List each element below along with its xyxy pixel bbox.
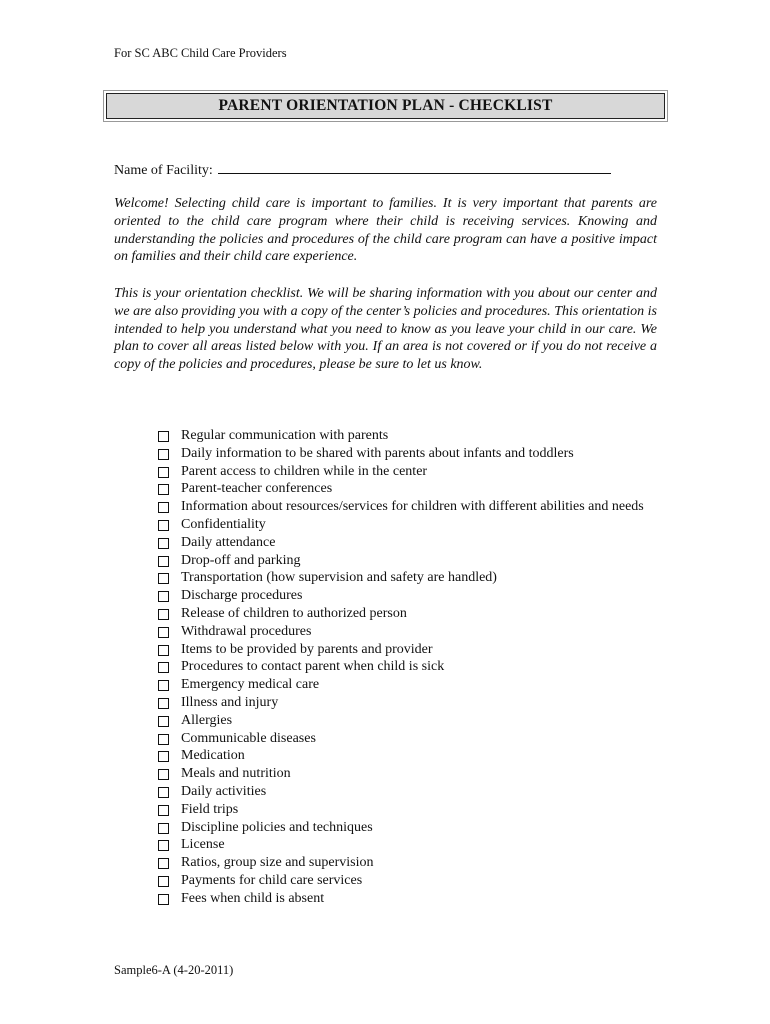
checklist-item-label: Payments for child care services [181, 872, 363, 888]
checkbox[interactable] [158, 627, 169, 638]
checklist-item [158, 836, 658, 854]
checkbox[interactable] [158, 502, 169, 513]
checkbox[interactable] [158, 467, 169, 478]
checklist-item [158, 854, 658, 872]
checklist-item-label: Discipline policies and techniques [181, 819, 373, 835]
checkbox[interactable] [158, 449, 169, 460]
checklist-item-label: Field trips [181, 801, 239, 817]
checklist-item [158, 427, 658, 445]
checkbox[interactable] [158, 876, 169, 887]
checklist-item [158, 712, 658, 730]
checklist-item-label: License [181, 837, 225, 853]
checklist-item-label: Medication [181, 748, 245, 764]
checklist-item-label: Release of children to authorized person [181, 605, 407, 621]
facility-name-line[interactable] [218, 159, 611, 174]
checkbox[interactable] [158, 609, 169, 620]
checkbox[interactable] [158, 431, 169, 442]
checklist-item [158, 463, 658, 481]
checkbox[interactable] [158, 769, 169, 780]
checklist-item-label: Emergency medical care [181, 677, 320, 693]
title-box [106, 93, 665, 119]
checklist-item-label: Regular communication with parents [181, 428, 389, 443]
checklist-item-label: Daily activities [181, 783, 267, 799]
checklist-item [158, 801, 658, 819]
checklist-item-label: Discharge procedures [181, 588, 303, 604]
checkbox[interactable] [158, 787, 169, 798]
checklist-item-label: Parent access to children while in the center [181, 463, 428, 479]
checkbox[interactable] [158, 556, 169, 567]
checklist-item [158, 676, 658, 694]
checklist-item-label: Illness and injury [181, 694, 279, 710]
checklist-item [158, 872, 658, 890]
checkbox[interactable] [158, 823, 169, 834]
checkbox[interactable] [158, 662, 169, 673]
checklist-item-label: Withdrawal procedures [181, 623, 312, 639]
checkbox[interactable] [158, 858, 169, 869]
facility-field [114, 159, 611, 181]
checkbox[interactable] [158, 840, 169, 851]
checkbox[interactable] [158, 520, 169, 531]
checkbox[interactable] [158, 894, 169, 905]
checklist-item-label: Communicable diseases [181, 730, 316, 746]
checklist-item [158, 516, 658, 534]
checklist-item-label: Procedures to contact parent when child is sick [181, 659, 445, 675]
form-code: Sample6-A (4-20-2011) [114, 963, 234, 977]
checklist-item [158, 534, 658, 552]
page-title: PARENT ORIENTATION PLAN - CHECKLIST [218, 97, 553, 114]
checklist-intro-paragraph: This is your orientation checklist. We will be sharing information with you about our center and we are also providing you with a copy of the center’s policies and procedures. This orientation is intended to help you understand what you need to know as you leave your child in our care. We plan to cover all areas listed below with you. If an area is not covered or if you do not receive a copy of the policies and procedures, please be sure to let us know. [114, 286, 657, 373]
welcome-paragraph: Welcome! Selecting child care is important to families. It is very important that parents are oriented to the child care program where their child is receiving services. Knowing and understanding the policies and procedures of the child care program can have a positive impact on families and their child care experience. [114, 196, 657, 265]
checkbox[interactable] [158, 645, 169, 656]
checklist-item [158, 819, 658, 837]
checkbox[interactable] [158, 716, 169, 727]
checklist-item-label: Drop-off and parking [181, 552, 301, 568]
checklist-item [158, 747, 658, 765]
checklist-item-label: Allergies [181, 712, 233, 728]
checklist-item [158, 605, 658, 623]
checklist-item-label: Confidentiality [181, 516, 266, 532]
orientation-checklist [158, 427, 658, 908]
checklist-item [158, 587, 658, 605]
checklist-item [158, 480, 658, 498]
facility-label: Name of Facility: [114, 163, 213, 178]
checklist-item-label: Meals and nutrition [181, 766, 291, 782]
checklist-item-label: Information about resources/services for children with different abilities and needs [181, 499, 644, 515]
checklist-item [158, 623, 658, 641]
checklist-item [158, 552, 658, 570]
checklist-item [158, 730, 658, 748]
checkbox[interactable] [158, 680, 169, 691]
checkbox[interactable] [158, 484, 169, 495]
checklist-item [158, 445, 658, 463]
checklist-item [158, 641, 658, 659]
checklist-item [158, 569, 658, 587]
checkbox[interactable] [158, 751, 169, 762]
checklist-item [158, 890, 658, 908]
checklist-item [158, 658, 658, 676]
checklist-item-label: Ratios, group size and supervision [181, 855, 374, 871]
checklist-item-label: Daily attendance [181, 534, 276, 550]
checkbox[interactable] [158, 573, 169, 584]
checklist-item-label: Transportation (how supervision and safety are handled) [181, 570, 497, 586]
checklist-item-label: Daily information to be shared with parents about infants and toddlers [181, 445, 574, 461]
checklist-item-label: Parent-teacher conferences [181, 481, 333, 497]
checklist-item [158, 694, 658, 712]
checkbox[interactable] [158, 591, 169, 602]
checkbox[interactable] [158, 538, 169, 549]
checklist-item [158, 783, 658, 801]
provider-note: For SC ABC Child Care Providers [114, 46, 287, 60]
checklist-item [158, 765, 658, 783]
checkbox[interactable] [158, 734, 169, 745]
checklist-item-label: Items to be provided by parents and provider [181, 641, 433, 657]
checkbox[interactable] [158, 805, 169, 816]
checklist-item-label: Fees when child is absent [181, 890, 325, 906]
checkbox[interactable] [158, 698, 169, 709]
checklist-item [158, 498, 658, 516]
